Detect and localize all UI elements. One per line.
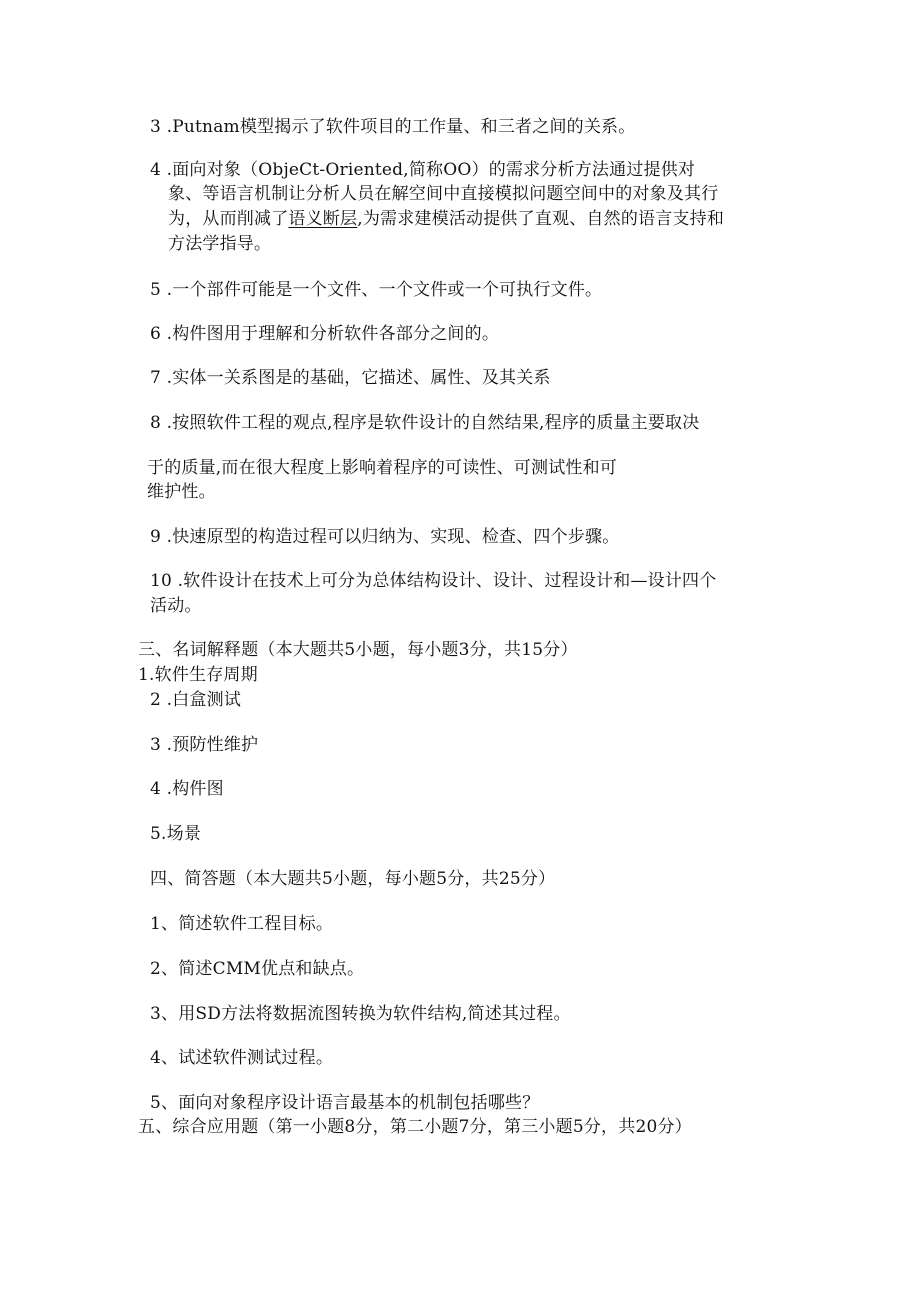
term-item-1: 1.软件生存周期 [138,665,258,685]
fill-question-8-line-2: 于的质量,而在很大程度上影响着程序的可读性、可测试性和可 [147,458,618,478]
fill-question-6: 6 .构件图用于理解和分析软件各部分之间的。 [150,324,500,344]
fill-question-4-line-3-start: 为，从而削减了 [168,209,289,229]
section-5-heading: 五、综合应用题（第一小题8分，第二小题7分，第三小题5分，共20分） [138,1117,692,1137]
term-item-2: 2 .白盒测试 [150,690,242,710]
short-answer-item-4: 4、试述软件测试过程。 [150,1048,334,1068]
term-item-5: 5.场景 [150,824,202,844]
short-answer-item-3: 3、用SD方法将数据流图转换为软件结构,简述其过程。 [150,1004,571,1024]
fill-question-4-line-3 [168,208,724,230]
fill-question-9: 9 .快速原型的构造过程可以归纳为、实现、检查、四个步骤。 [150,527,620,547]
underlined-term: 语义断层 [288,209,358,229]
short-answer-item-1: 1、简述软件工程目标。 [150,914,334,934]
fill-question-5: 5 .一个部件可能是一个文件、一个文件或一个可执行文件。 [150,280,603,300]
fill-question-4-line-1: 4 .面向对象（ObjeCt-Oriented,简称OO）的需求分析方法通过提供对 [150,160,696,180]
fill-question-4-line-4: 方法学指导。 [168,234,272,254]
fill-question-10-line-1: 10 .软件设计在技术上可分为总体结构设计、设计、过程设计和—设计四个 [150,571,717,591]
fill-question-3: 3 .Putnam模型揭示了软件项目的工作量、和三者之间的关系。 [150,117,636,137]
section-3-heading: 三、名词解释题（本大题共5小题，每小题3分，共15分） [138,640,578,660]
fill-question-10-line-2: 活动。 [150,596,202,616]
short-answer-item-2: 2、简述CMM优点和缺点。 [150,959,365,979]
fill-question-4-line-3-end: ,为需求建模活动提供了直观、自然的语言支持和 [357,209,725,229]
fill-question-4-line-2: 象、等语言机制让分析人员在解空间中直接模拟问题空间中的对象及其行 [168,184,719,204]
fill-question-8-line-3: 维护性。 [147,482,216,502]
term-item-3: 3 .预防性维护 [150,735,259,755]
term-item-4: 4 .构件图 [150,779,224,799]
fill-question-7: 7 .实体一关系图是的基础，它描述、属性、及其关系 [150,368,551,388]
section-4-heading: 四、简答题（本大题共5小题，每小题5分，共25分） [150,869,556,889]
short-answer-item-5: 5、面向对象程序设计语言最基本的机制包括哪些？ [150,1093,540,1113]
fill-question-8-line-1: 8 .按照软件工程的观点,程序是软件设计的自然结果,程序的质量主要取决 [150,413,700,433]
